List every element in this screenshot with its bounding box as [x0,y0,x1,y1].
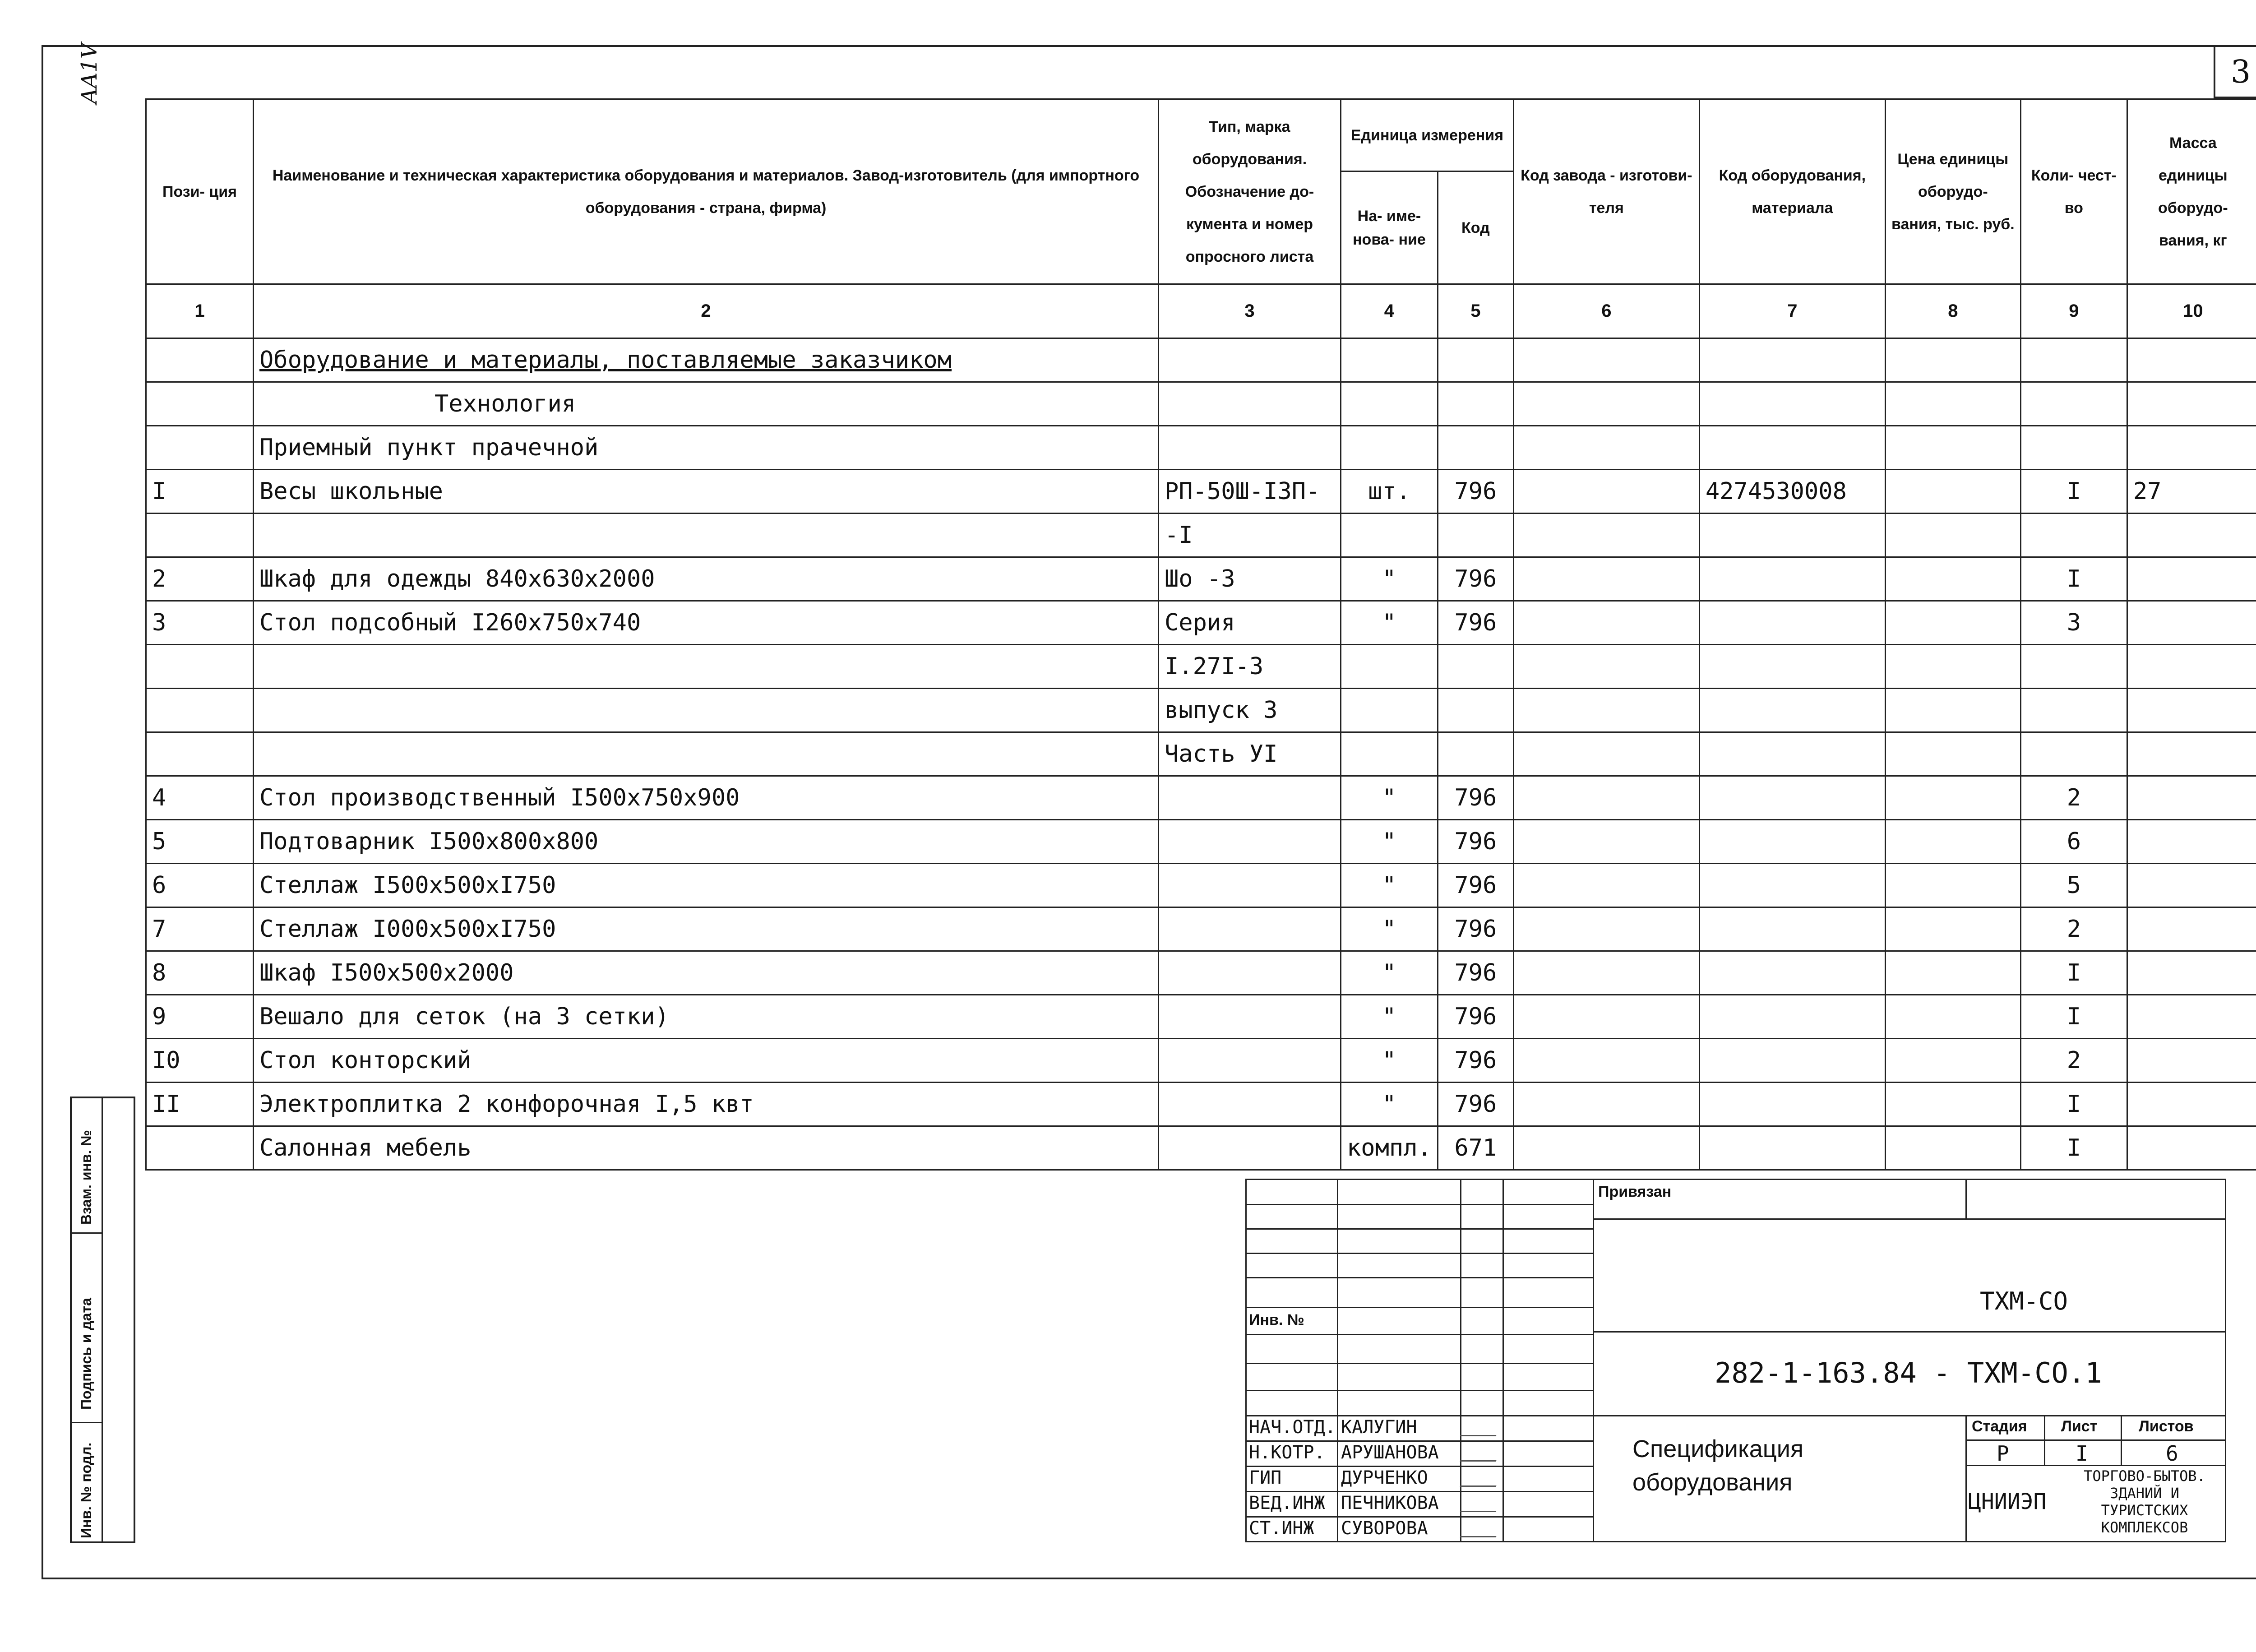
row-name: Оборудование и материалы, поставляемые заказчиком [254,338,1159,382]
row-mass [2127,864,2256,907]
row-factory-code [1513,864,1699,907]
row-price [1885,995,2020,1039]
row-equip-code [1699,820,1885,864]
divider [1965,1415,1967,1542]
row-code: 796 [1438,470,1513,514]
row-pos: 3 [146,601,254,645]
row-mass [2127,776,2256,820]
divider [1245,1390,1593,1391]
divider [1337,1179,1338,1542]
stage-value: Р [1997,1441,2009,1466]
row-name: Шкаф I500x500x2000 [254,951,1159,995]
row-mass [2127,1083,2256,1126]
divider [2044,1415,2045,1465]
row-qty: I [2020,951,2127,995]
row-unit: шт. [1341,470,1438,514]
divider [1245,1363,1593,1364]
row-mass [2127,601,2256,645]
divider [1460,1179,1461,1542]
row-type [1159,820,1341,864]
header-qty: Коли- чест- во [2020,99,2127,284]
row-unit [1341,689,1438,732]
divider [1245,1277,1593,1278]
row-unit [1341,382,1438,426]
row-qty [2020,338,2127,382]
sheet-label: Лист [2061,1418,2098,1435]
row-price [1885,645,2020,689]
row-equip-code [1699,1126,1885,1170]
row-price [1885,514,2020,557]
table-row [146,864,2256,907]
row-factory-code [1513,776,1699,820]
signer-role: Н.КОТР. [1249,1442,1325,1463]
row-unit [1341,338,1438,382]
row-equip-code [1699,1083,1885,1126]
row-equip-code [1699,601,1885,645]
row-qty: I [2020,1083,2127,1126]
row-pos [146,689,254,732]
row-pos [146,338,254,382]
col-number: 7 [1699,284,1885,338]
divider [1245,1440,1593,1442]
row-name: Стол конторский [254,1039,1159,1083]
row-equip-code [1699,645,1885,689]
row-type [1159,1126,1341,1170]
full-doc-code: 282-1-163.84 - ТХМ-СО.1 [1715,1356,2102,1389]
signer-role: СТ.ИНЖ [1249,1518,1314,1539]
signature-mark [1460,1466,1503,1487]
inv-label: Инв. № подл. [78,1442,94,1538]
row-type [1159,907,1341,951]
row-equip-code [1699,995,1885,1039]
row-qty: I [2020,1126,2127,1170]
signer-role: ВЕД.ИНЖ [1249,1493,1325,1513]
specification-table [145,98,2256,1171]
row-equip-code [1699,426,1885,470]
divider [1245,1415,2226,1416]
row-price [1885,601,2020,645]
row-price [1885,557,2020,601]
header-price: Цена единицы оборудо- вания, тыс. руб. [1885,99,2020,284]
row-unit: " [1341,1039,1438,1083]
row-code: 671 [1438,1126,1513,1170]
col-number: 4 [1341,284,1438,338]
table-row [146,820,2256,864]
divider [102,1098,103,1543]
row-unit: " [1341,820,1438,864]
signer-name: ПЕЧНИКОВА [1341,1493,1439,1513]
table-row [146,732,2256,776]
row-mass [2127,820,2256,864]
row-price [1885,338,2020,382]
row-pos: 2 [146,557,254,601]
row-factory-code [1513,514,1699,557]
row-mass [2127,995,2256,1039]
divider [1965,1439,2226,1441]
col-number: 8 [1885,284,2020,338]
divider [2121,1415,2122,1465]
table-row [146,338,2256,382]
rotated-archive-code: AA1V [77,43,102,104]
row-name [254,732,1159,776]
row-equip-code: 4274530008 [1699,470,1885,514]
signer-role: НАЧ.ОТД. [1249,1417,1336,1438]
row-equip-code [1699,514,1885,557]
row-code: 796 [1438,907,1513,951]
row-price [1885,1039,2020,1083]
row-pos [146,426,254,470]
table-row [146,907,2256,951]
table-row [146,776,2256,820]
row-type: I.27I-3 [1159,645,1341,689]
row-qty: 2 [2020,776,2127,820]
sheet-number: 3 [2214,45,2256,98]
table-row [146,601,2256,645]
row-type [1159,864,1341,907]
row-code: 796 [1438,601,1513,645]
row-factory-code [1513,426,1699,470]
row-type [1159,426,1341,470]
row-code [1438,426,1513,470]
row-name: Стол производственный I500x750x900 [254,776,1159,820]
vzam-label: Взам. инв. № [78,1130,94,1225]
privyazan-label: Привязан [1598,1183,1672,1200]
row-mass [2127,732,2256,776]
row-type: Часть УI [1159,732,1341,776]
table-row [146,995,2256,1039]
row-price [1885,426,2020,470]
row-type: РП-50Ш-I3П- [1159,470,1341,514]
signature-mark [1460,1491,1503,1512]
row-name: Стеллаж I500x500xI750 [254,864,1159,907]
header-name: Наименование и техническая характеристика оборудования и материалов. Завод-изготовитель (для импортного оборудования - страна, фирма) [254,99,1159,284]
row-pos: I0 [146,1039,254,1083]
row-factory-code [1513,338,1699,382]
row-pos [146,1126,254,1170]
row-type [1159,995,1341,1039]
sheet-value: I [2076,1441,2088,1466]
signer-name: КАЛУГИН [1341,1417,1417,1438]
row-code: 796 [1438,557,1513,601]
row-factory-code [1513,907,1699,951]
row-factory-code [1513,382,1699,426]
divider [1502,1179,1504,1542]
row-price [1885,470,2020,514]
row-name [254,689,1159,732]
divider [1245,1516,1593,1518]
row-name: Салонная мебель [254,1126,1159,1170]
row-type: Серия [1159,601,1341,645]
row-equip-code [1699,732,1885,776]
row-name: Подтоварник I500x800x800 [254,820,1159,864]
divider [1245,1253,1593,1254]
row-name: Стол подсобный I260x750x740 [254,601,1159,645]
header-factory-code: Код завода - изготови- теля [1513,99,1699,284]
divider [1593,1331,2226,1333]
row-mass [2127,382,2256,426]
row-price [1885,1083,2020,1126]
row-unit: " [1341,951,1438,995]
row-qty [2020,382,2127,426]
row-mass [2127,557,2256,601]
col-number: 5 [1438,284,1513,338]
row-type: -I [1159,514,1341,557]
row-name [254,514,1159,557]
doc-title-line2: оборудования [1632,1469,1793,1496]
header-row [146,99,2256,171]
row-factory-code [1513,995,1699,1039]
row-code [1438,645,1513,689]
row-qty: 5 [2020,864,2127,907]
row-name: Электроплитка 2 конфорочная I,5 квт [254,1083,1159,1126]
row-mass [2127,907,2256,951]
row-qty: 2 [2020,1039,2127,1083]
table-row [146,645,2256,689]
sheets-label: Листов [2139,1418,2194,1435]
row-qty: 6 [2020,820,2127,864]
row-name: Шкаф для одежды 840x630x2000 [254,557,1159,601]
row-code [1438,732,1513,776]
row-type: выпуск 3 [1159,689,1341,732]
signer-name: СУВОРОВА [1341,1518,1428,1539]
row-pos: 5 [146,820,254,864]
row-code: 796 [1438,1039,1513,1083]
row-factory-code [1513,1126,1699,1170]
row-name: Стеллаж I000x500xI750 [254,907,1159,951]
row-factory-code [1513,1083,1699,1126]
row-equip-code [1699,951,1885,995]
left-stamp-column [70,1097,135,1543]
col-number: 10 [2127,284,2256,338]
divider [1593,1179,1594,1542]
row-price [1885,1126,2020,1170]
signer-role: ГИП [1249,1467,1282,1488]
row-price [1885,776,2020,820]
row-qty [2020,645,2127,689]
inv-cell [72,1423,102,1543]
row-equip-code [1699,1039,1885,1083]
header-mass: Масса единицы оборудо- вания, кг [2127,99,2256,284]
row-name: Технология [254,382,1159,426]
row-unit: компл. [1341,1126,1438,1170]
row-factory-code [1513,732,1699,776]
row-factory-code [1513,645,1699,689]
divider [1245,1228,1593,1230]
row-price [1885,864,2020,907]
row-factory-code [1513,470,1699,514]
row-pos: 8 [146,951,254,995]
row-pos: 9 [146,995,254,1039]
row-price [1885,907,2020,951]
signature-mark [1460,1516,1503,1537]
divider [1593,1218,2226,1220]
row-equip-code [1699,557,1885,601]
table-row [146,470,2256,514]
row-factory-code [1513,601,1699,645]
row-type [1159,338,1341,382]
row-pos [146,514,254,557]
row-qty: I [2020,995,2127,1039]
divider [1245,1491,1593,1492]
row-price [1885,951,2020,995]
row-code: 796 [1438,864,1513,907]
row-code: 796 [1438,951,1513,995]
row-name [254,645,1159,689]
table-row [146,689,2256,732]
podpis-cell [72,1234,102,1423]
row-unit: " [1341,907,1438,951]
row-qty [2020,689,2127,732]
col-number: 1 [146,284,254,338]
divider [1245,1307,1593,1308]
row-equip-code [1699,689,1885,732]
table-row [146,951,2256,995]
row-unit: " [1341,557,1438,601]
row-type [1159,1039,1341,1083]
row-unit [1341,732,1438,776]
row-pos [146,645,254,689]
row-unit: " [1341,864,1438,907]
org-description: ТОРГОВО-БЫТОВ. ЗДАНИЙ И ТУРИСТСКИХ КОМПЛЕКСОВ [2084,1467,2205,1536]
header-pos: Пози- ция [146,99,254,284]
row-equip-code [1699,382,1885,426]
row-price [1885,689,2020,732]
divider [1245,1334,1593,1335]
row-unit [1341,514,1438,557]
row-pos: 4 [146,776,254,820]
row-unit [1341,645,1438,689]
row-mass [2127,426,2256,470]
row-code [1438,514,1513,557]
col-number: 2 [254,284,1159,338]
header-unit-code: Код [1438,171,1513,284]
row-qty: I [2020,557,2127,601]
row-mass [2127,338,2256,382]
signature-mark [1460,1415,1503,1436]
row-qty: 2 [2020,907,2127,951]
table-row [146,1039,2256,1083]
signature-mark [1460,1440,1503,1462]
row-pos [146,382,254,426]
header-type: Тип, марка оборудования. Обозначение до- кумента и номер опросного листа [1159,99,1341,284]
row-name: Весы школьные [254,470,1159,514]
inv-no-label: Инв. № [1249,1311,1304,1328]
row-mass [2127,514,2256,557]
row-qty: I [2020,470,2127,514]
signer-name: ДУРЧЕНКО [1341,1467,1428,1488]
column-number-row [146,284,2256,338]
row-equip-code [1699,864,1885,907]
col-number: 6 [1513,284,1699,338]
signer-name: АРУШАНОВА [1341,1442,1439,1463]
row-qty [2020,732,2127,776]
row-pos: II [146,1083,254,1126]
short-doc-code: ТХМ-СО [1980,1287,2068,1315]
row-pos: I [146,470,254,514]
sheets-value: 6 [2166,1441,2178,1466]
divider [1245,1204,1593,1205]
row-mass: 27 [2127,470,2256,514]
row-equip-code [1699,338,1885,382]
divider [1245,1466,1593,1467]
row-price [1885,382,2020,426]
row-qty: 3 [2020,601,2127,645]
row-factory-code [1513,951,1699,995]
row-name: Приемный пункт прачечной [254,426,1159,470]
col-number: 9 [2020,284,2127,338]
row-mass [2127,645,2256,689]
row-factory-code [1513,1039,1699,1083]
table-row [146,1083,2256,1126]
org-name: ЦНИИЭП [1968,1489,2047,1514]
row-price [1885,820,2020,864]
row-qty [2020,514,2127,557]
stage-label: Стадия [1972,1418,2027,1435]
divider [1965,1179,1967,1218]
row-unit: " [1341,1083,1438,1126]
row-code: 796 [1438,995,1513,1039]
table-row [146,426,2256,470]
row-equip-code [1699,776,1885,820]
row-code: 796 [1438,1083,1513,1126]
table-row [146,514,2256,557]
row-pos: 7 [146,907,254,951]
table-row [146,1126,2256,1170]
row-unit: " [1341,776,1438,820]
row-type [1159,951,1341,995]
row-unit: " [1341,995,1438,1039]
podpis-label: Подпись и дата [78,1298,94,1410]
row-mass [2127,1126,2256,1170]
row-pos: 6 [146,864,254,907]
row-factory-code [1513,557,1699,601]
row-code [1438,338,1513,382]
row-type [1159,776,1341,820]
row-factory-code [1513,689,1699,732]
row-code [1438,382,1513,426]
header-unit-name: На- име- нова- ние [1341,171,1438,284]
row-price [1885,732,2020,776]
header-unit-group: Единица измерения [1341,99,1514,171]
row-name: Вешало для сеток (на 3 сетки) [254,995,1159,1039]
row-factory-code [1513,820,1699,864]
row-type [1159,382,1341,426]
table-row [146,557,2256,601]
row-equip-code [1699,907,1885,951]
row-code: 796 [1438,776,1513,820]
doc-title-line1: Спецификация [1632,1435,1804,1462]
row-unit: " [1341,601,1438,645]
row-pos [146,732,254,776]
vzam-cell [72,1098,102,1234]
table-row [146,382,2256,426]
row-qty [2020,426,2127,470]
col-number: 3 [1159,284,1341,338]
row-mass [2127,1039,2256,1083]
row-type: Шо -3 [1159,557,1341,601]
header-equip-code: Код оборудования, материала [1699,99,1885,284]
row-mass [2127,951,2256,995]
row-mass [2127,689,2256,732]
row-code: 796 [1438,820,1513,864]
row-code [1438,689,1513,732]
row-type [1159,1083,1341,1126]
row-unit [1341,426,1438,470]
